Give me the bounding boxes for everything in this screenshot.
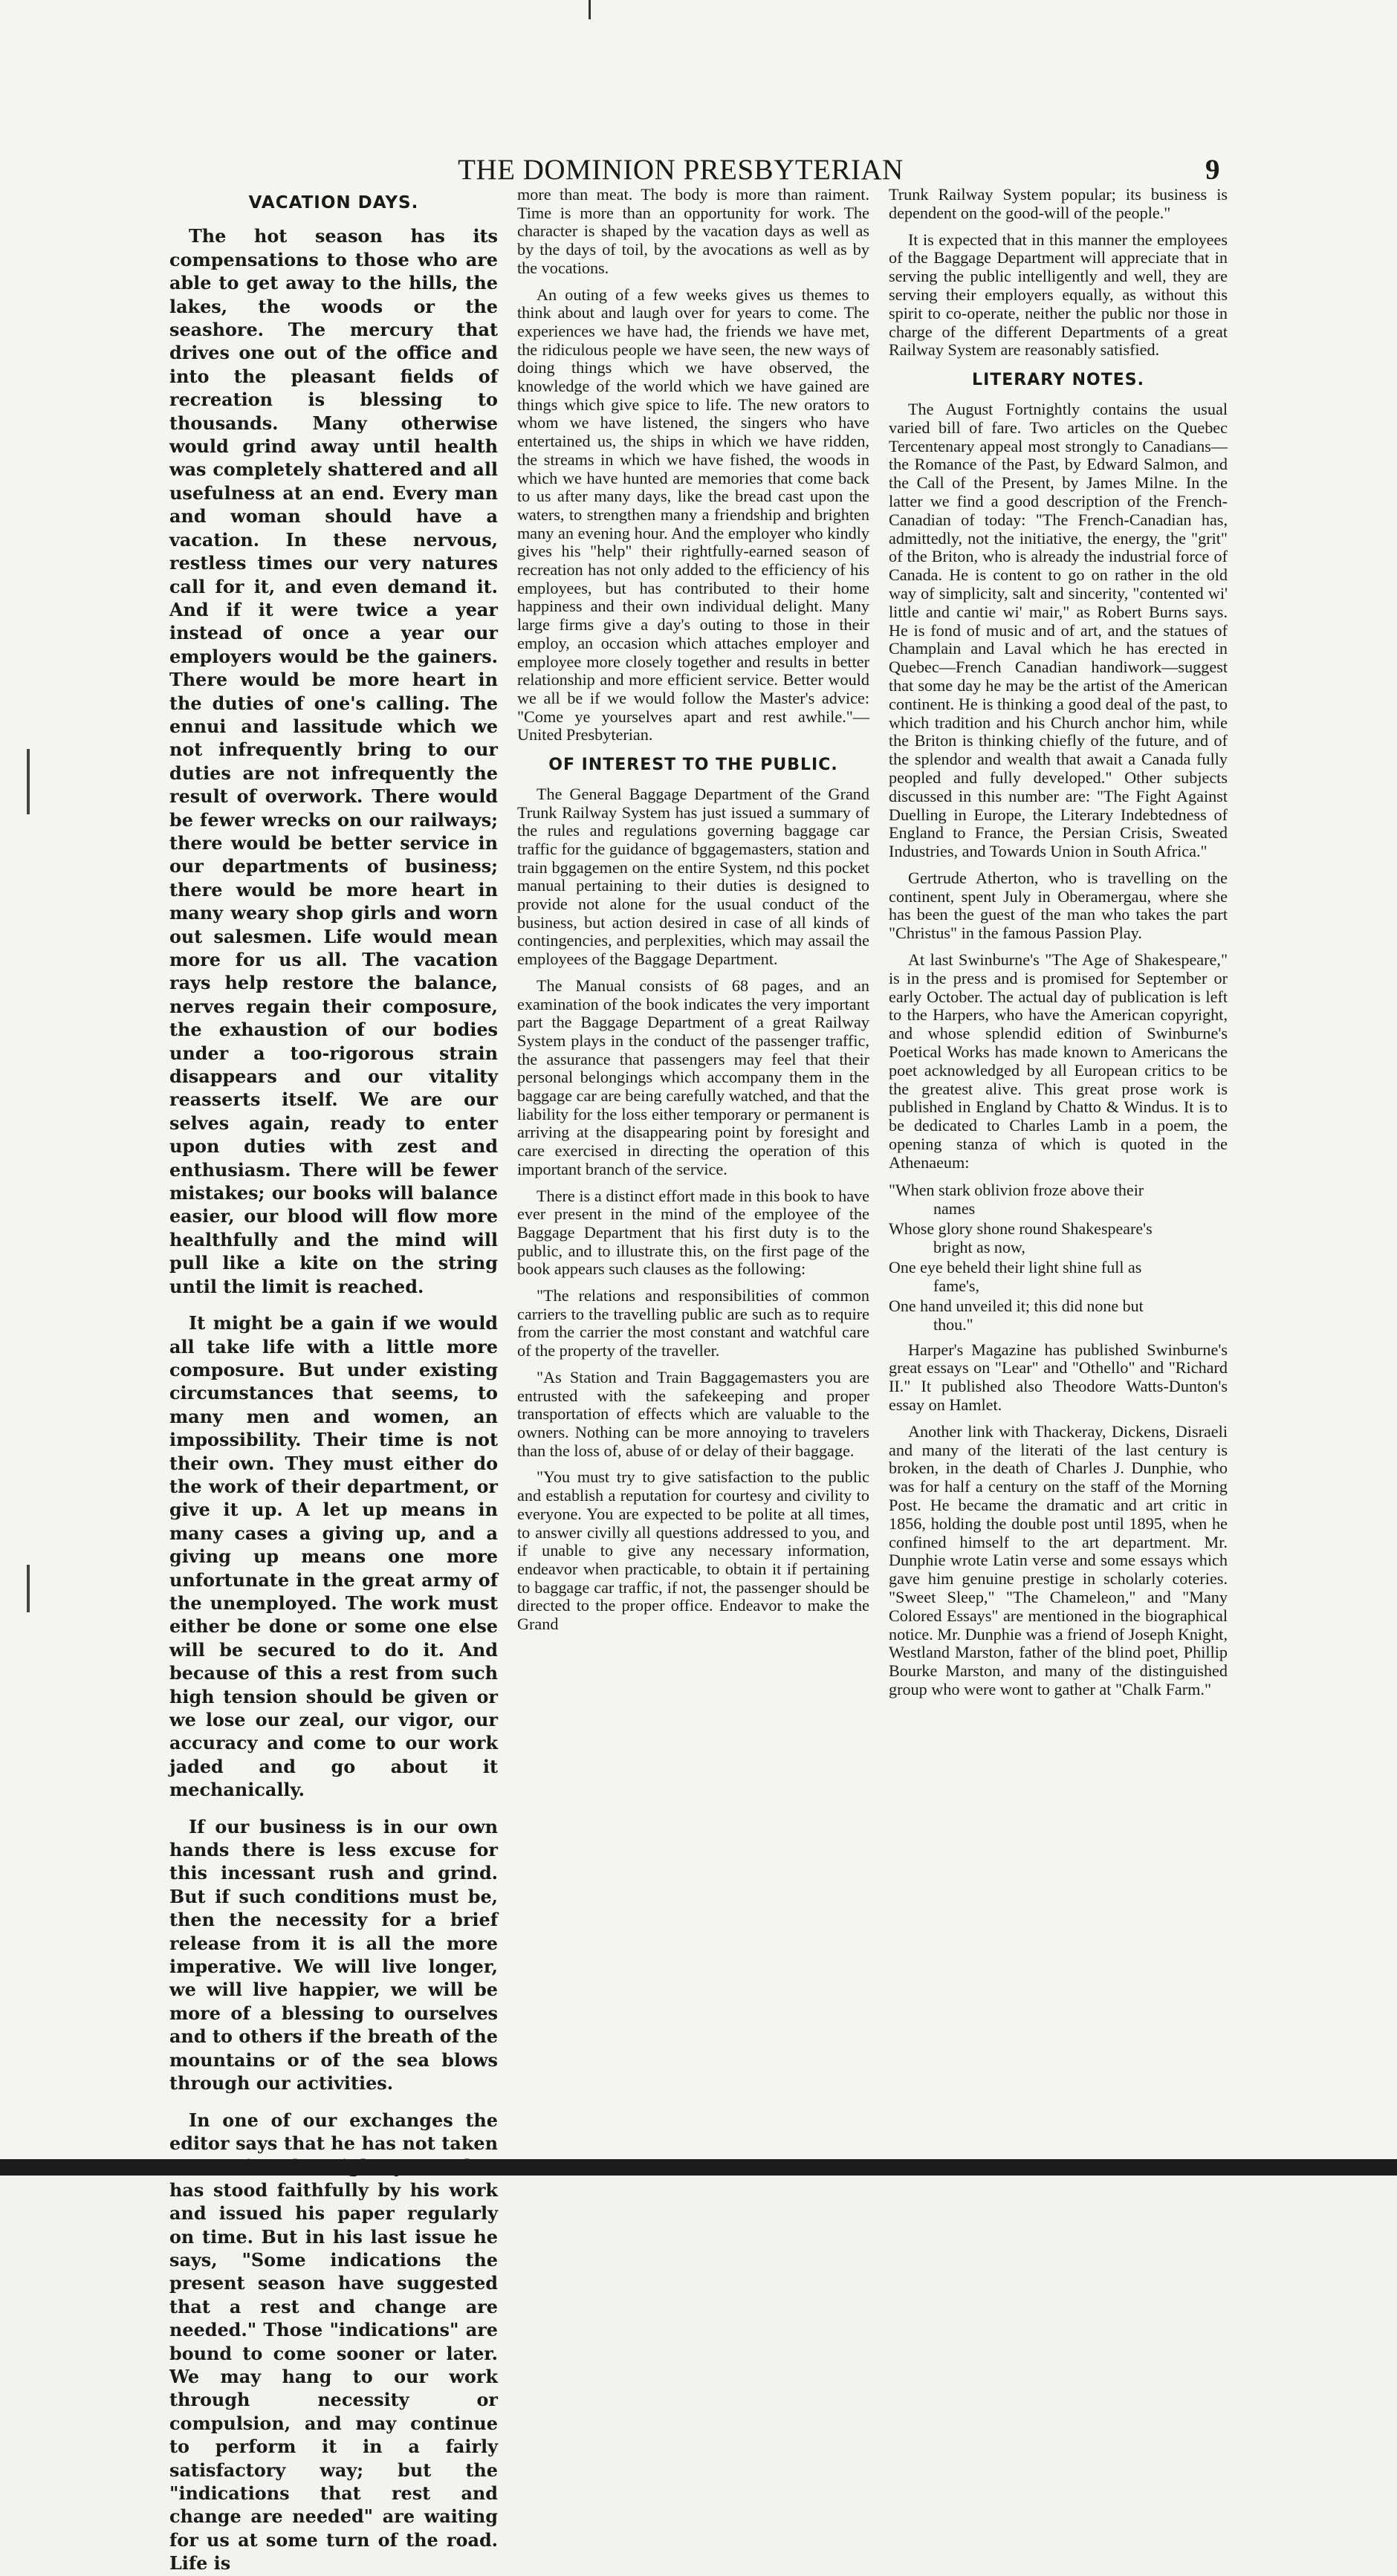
verse-line: "When stark oblivion froze above their names (889, 1180, 1144, 1218)
scan-mark (589, 0, 591, 19)
paragraph: Gertrude Atherton, who is travelling on the continent, spent July in Oberamergau, where she has been the guest of the man who takes the part "Christus" in the famous Passion Play. (889, 868, 1228, 943)
scan-border (0, 2159, 1397, 2176)
verse-line: One hand unveiled it; this did none but thou." (889, 1296, 1144, 1334)
section-heading: OF INTEREST TO THE PUBLIC. (548, 756, 838, 775)
paragraph: It might be a gain if we would all take life with a little more composure. But under existing circumstances that seems, to many men and women, an impossibility. Their time is not their own. They must either do the work of their department, or give it up. A let up means in many cases a giving up, and a giving up means one more unfortunate in the great army of the unemployed. The work must either be done or some one else will be secured to do it. And because of this a rest from such high tension should be given or we lose our zeal, our vigor, our accuracy and come to our work jaded and go about it mechanically. (169, 1313, 498, 1801)
scan-mark (27, 749, 30, 814)
paragraph: more than meat. The body is more than raiment. Time is more than an opportunity for work. The character is shaped by the vacation days as well as by the days of toil, by the avocations as well as by the vocations. (517, 185, 869, 277)
paragraph: Another link with Thackeray, Dickens, Disraeli and many of the literati of the last century is broken, in the death of Charles J. Dunphie, who was for half a century on the staff of the Morning Post. He became the dramatic and art critic in 1856, holding the double post until 1895, when he confined himself to the art department. Mr. Dunphie wrote Latin verse and some essays which gave him genuine prestige in scholarly coteries. "Sweet Sleep," "The Chameleon," and "Many Colored Essays" are mentioned in the biographical notice. Mr. Dunphie was a friend of Joseph Knight, Westland Marston, father of the blind poet, Phillip Bourke Marston, and many of the distinguished group who were wont to gather at "Chalk Farm." (889, 1421, 1228, 1699)
paragraph: The August Fortnightly contains the usual varied bill of fare. Two articles on the Quebec Tercentenary appeal most strongly to Canadians—the Romance of the Past, by Edward Salmon, and the Call of the Present, by James Milne. In the latter we find a good description of the French-Canadian of today: "The French-Canadian has, admittedly, not the initiative, the energy, the "grit" of the Briton, who is already the industrial force of Canada. He is content to go on rather in the old way of simplicity, salt and sincerity, "contented wi' little and cantie wi' mair," as Robert Burns says. He is fond of music and of art, and the statues of Champlain and Laval which he has erected in Quebec—French Canadian handiwork—suggest that some day he may be the artist of the American continent. He is thinking a good deal of the past, to which tradition and his Church anchor him, while the Briton is thinking chiefly of the future, and of the splendor and wealth that await a Canada fully peopled and fully developed." Other subjects discussed in this number are: "The Fight Against Duelling in Europe, the Literary Indebtedness of England to France, the Persian Crisis, Sweated Industries, and Towards Union in South Africa." (889, 399, 1228, 861)
page-number: 9 (1205, 154, 1220, 186)
scan-mark (27, 1565, 30, 1612)
paragraph: An outing of a few weeks gives us themes to think about and laugh over for years to come. The experiences we have had, the friends we have met, the ridiculous people we have seen, the new ways of doing things which we have observed, the knowledge of the world which we have gained are things which give spice to life. The new orators to whom we have listened, the singers who have entertained us, the ships in which we have ridden, the streams in which we have fished, the woods in which we have hunted are memories that come back to us after many days, like the bread cast upon the waters, to strengthen many a friendship and brighten many an evening hour. And the employer who kindly gives his "help" their rightfully-earned season of recreation has not only added to the efficiency of his employees, but has contributed to their home happiness and their own individual delight. Many large firms give a day's outing to those in their employ, an occasion which attaches employer and employee more closely together and results in better relationship and more efficient service. Better would we all be if we would follow the Master's advice: "Come ye yourselves apart and rest awhile."—United Presbyterian. (517, 285, 869, 744)
paragraph: If our business is in our own hands there is less excuse for this incessant rush and grind. But if such conditions must be, then the necessity for a brief release from it is all the more imperative. We will live longer, we will live happier, we will be more of a blessing to ourselves and to others if the breath of the mountains or of the sea blows through our activities. (169, 1816, 498, 2095)
section-heading: VACATION DAYS. (248, 193, 419, 212)
section-heading: LITERARY NOTES. (972, 371, 1144, 390)
verse-line: Whose glory shone round Shakespeare's bright as now, (889, 1219, 1153, 1256)
paragraph: "As Station and Train Baggagemasters you are entrusted with the safekeeping and proper transportation of effects which are valuable to the owners. Nothing can be more annoying to travelers than the loss of, abuse of or delay of their baggage. (517, 1367, 869, 1460)
paragraph: Harper's Magazine has published Swinburne's great essays on "Lear" and "Othello" and "Richard II." It published also Theodore Watts-Dunton's essay on Hamlet. (889, 1340, 1228, 1415)
quoted-verse (889, 1181, 1228, 1334)
paragraph: Trunk Railway System popular; its business is dependent on the good-will of the people." (889, 185, 1228, 222)
column-2 (517, 186, 869, 2103)
paragraph: "You must try to give satisfaction to the public and establish a reputation for courtesy and civility to everyone. You are expected to be polite at all times, to answer civilly all questions addressed to you, and if unable to give any necessary information, endeavor when practicable, to obtain it if pertaining to baggage car traffic, if not, the passenger should be directed to the proper office. Endeavor to make the Grand (517, 1467, 869, 1634)
paragraph: At last Swinburne's "The Age of Shakespeare," is in the press and is promised for September or early October. The actual day of publication is left to the Harpers, who have the American copyright, and whose splendid edition of Swinburne's Poetical Works has made known to Americans the poet acknowledged by all European critics to be the greatest alive. This great prose work is published in England by Chatto & Windus. It is to be dedicated to Charles Lamb in a poem, the opening stanza of which is quoted in the Athenaeum: (889, 950, 1228, 1172)
paragraph: In one of our exchanges the editor says that he has not taken has stood faithfully by his work and issued his paper regularly on time. But in his last issue he says, "Some indications the present season have suggested that a rest and change are needed." Those "indications" are bound to come sooner or later. We may hang to our work through necessity or compulsion, and may continue to perform it in a fairly satisfactory way; but the "indications that rest and change are needed" are waiting for us at some turn of the road. Life is (169, 2109, 498, 2575)
column-3 (889, 186, 1228, 2103)
verse-line: One eye beheld their light shine full as fame's, (889, 1257, 1142, 1295)
column-1 (169, 186, 498, 2575)
paragraph: It is expected that in this manner the employees of the Baggage Department will appreciate that in serving the public intelligently and well, they are serving their employers equally, as without this spirit to co-operate, neither the public nor those in charge of the different Departments of a great Railway System are reasonably satisfied. (889, 230, 1228, 360)
paragraph: The hot season has its compensations to those who are able to get away to the hills, the lakes, the woods or the seashore. The mercury that drives one out of the office and into the pleasant fields of recreation is blessing to thousands. Many otherwise would grind away until health was completely shattered and all usefulness at an end. Every man and woman should have a vacation. In these nervous, restless times our very natures call for it, and even demand it. And if it were twice a year instead of once a year our employers would be the gainers. There would be more heart in the duties of one's calling. The ennui and lassitude which we not infrequently bring to our duties are not infrequently the result of overwork. There would be fewer wrecks on our railways; there would be better service in our departments of business; there would be more heart in many weary shop girls and worn out salesmen. Life would mean more for us all. The vacation rays help restore the balance, nerves regain their composure, the exhaustion of our bodies under a too-rigorous strain disappears and our vitality reasserts itself. We are our selves again, ready to enter upon duties with zest and enthusiasm. There will be fewer mistakes; our books will balance easier, our blood will flow more healthfully and the mind will pull like a kite on the string until the limit is reached. (169, 226, 498, 1297)
paragraph: "The relations and responsibilities of common carriers to the travelling public are such as to require from the carrier the most constant and watchful care of the property of the traveller. (517, 1286, 869, 1360)
paragraph: The Manual consists of 68 pages, and an examination of the book indicates the very important part the Baggage Department of a great Railway System plays in the conduct of the passenger traffic, the assurance that passengers may feel that their personal belongings which accompany them in the baggage car are being carefully watched, and that the liability for the loss either temporary or permanent is arriving at the disappearing point by foresight and care exercised in directing the operation of this important branch of the service. (517, 976, 869, 1178)
newspaper-title: THE DOMINION PRESBYTERIAN (458, 154, 904, 186)
paragraph: The General Baggage Department of the Grand Trunk Railway System has just issued a summary of the rules and regulations governing baggage car traffic for the guidance of bggagemasters, station and train bggagemen on the entire System, nd this pocket manual pertaining to their duties is designed to provide not alone for the usual conduct of the business, but action desired in case of all kinds of contingencies, and perplexities, which may assail the employees of the Baggage Department. (517, 784, 869, 969)
paragraph: There is a distinct effort made in this book to have ever present in the mind of the employee of the Baggage Department that his first duty is to the public, and to illustrate this, on the first page of the book appears such clauses as the following: (517, 1186, 869, 1279)
